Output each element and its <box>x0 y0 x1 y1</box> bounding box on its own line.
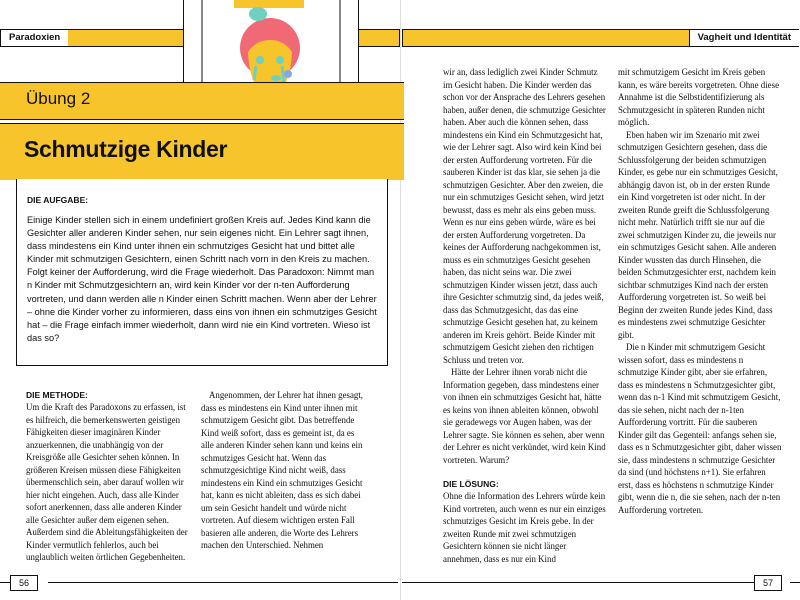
right-running-header <box>402 29 799 47</box>
method-heading: DIE METHODE: <box>26 390 88 400</box>
right-page-number: 57 <box>754 575 782 591</box>
left-footer-line-2 <box>48 582 398 583</box>
right-header-bar <box>403 30 689 46</box>
right-col2-para3: Die n Kinder mit schmutzigem Gesicht wissen sofort, dass es mindestens n schmutzige Kinder gibt, aber sie erfahren, dass es mindestens n Schmutzgesichter gibt, wenn das n-1 Kind mit schmutzigem Gesicht, das sie sehen, nicht nach der n-1ten Aufforderung vortritt. Für die sauberen Kinder gilt das Gegenteil: anfangs sehen sie, dass es n Schmutzgesichter gibt, daher wissen sie, dass mindestens n schmutzige Gesichter da sind (und höchstens n+1). Sie erfahren erst, dass es höchstens n schmutzige Kinder gibt, wenn die n, die sie sehen, nach der n-ten Aufforderung vortreten. <box>618 342 782 515</box>
right-column-2 <box>618 66 782 516</box>
left-header-label: Paradoxien <box>1 30 68 46</box>
method-text: Um die Kraft des Paradoxons zu erfassen, ist es hilfreich, die bemerkenswerten geistigen Fähigkeiten dieser imaginären Kinder anzuerkennen, die unabhängig von der Kreisgröße alle Gesichter sehen können. In größeren Kreisen müssen diese Fähigkeiten übermenschlich sein, aber darauf wollen wir hier nicht eingehen. Auch, dass alle Kinder sofort anerkennen, dass alle anderen Kinder alle Gesichter außer dem eigenen sehen. Außerdem sind die Ableitungsfähigkeiten der Kinder vermutlich fehlerlos, auch bei unglaublich weiten örtlichen Gegebenheiten. <box>26 402 188 562</box>
exercise-label-box <box>0 82 404 120</box>
left-page-number: 56 <box>10 575 38 591</box>
right-col1-para2: Hätte der Lehrer ihnen vorab nicht die Information gegeben, dass mindestens einer von ihnen ein schmutziges Gesicht hat, hätte es keins von ihnen ableiten können, obwohl sie geradewegs vor Augen haben, was der Lehrer sagte. Sie können es sehen, aber wenn der Lehrer es nicht verkündet, wird kein Kind vortreten. Warum? <box>443 367 606 465</box>
method-column <box>26 389 194 564</box>
right-footer-line-2 <box>790 582 800 583</box>
right-footer-line <box>402 582 754 583</box>
task-heading: DIE AUFGABE: <box>27 195 89 205</box>
left-footer-line <box>0 582 10 583</box>
left-column-2 <box>201 389 369 552</box>
right-col2-para2: Eben haben wir im Szenario mit zwei schmutzigen Gesichtern gesehen, dass die Schlussfolgerung der beiden schmutzigen Kinder, es gebe nur ein schmutziges Gesicht, abhängig davon ist, ob in der ersten Runde ein Kind vorgetreten ist oder nicht. In der zweiten Runde greift die Schlussfolgerung nicht mehr. Natürlich trifft sie nur auf die zwei schmutzigen Kinder zu, die jeweils nur ein schmutziges Gesicht sahen. Alle anderen Kinder wussten das durch Hinsehen, die beiden Schmutzgesichter erst, nachdem kein sichtbar schmutziges Kind nach der ersten Aufforderung vorgetreten ist. So weiß bei Beginn der zweiten Runde jedes Kind, dass es mindestens zwei schmutzige Gesichter gibt. <box>618 129 778 340</box>
right-column-1 <box>443 66 607 565</box>
task-text: Einige Kinder stellen sich in einem undefiniert großen Kreis auf. Jedes Kind kann die Gesichter aller anderen Kinder sehen, nur sein eigenes nicht. Ein Lehrer sagt ihnen, dass mindestens ein Kind unter ihnen ein schmutziges Gesicht hat und bittet alle Kinder mit schmutzigen Gesichtern, einen Schritt nach vorn in den Kreis zu machen. Folgt keiner der Aufforderung, wird die Frage wiederholt. Das Paradoxon: Nimmt man n Kinder mit Schmutzgesichtern an, wird kein Kinder vor der n-ten Aufforderung vortreten, und dann werden alle n Kinder einen Schritt machen. Wenn aber der Lehrer – ohne die Kinder vorher zu informieren, dass eins von ihnen ein schmutziges Gesicht hat – die Frage einfach immer wiederholt, dann wird nie ein Kind vortreten. Wieso ist das so? <box>27 215 377 343</box>
title-box <box>0 123 404 180</box>
right-header-label: Vagheit und Identität <box>689 30 799 46</box>
left-col2-text: Angenommen, der Lehrer hat ihnen gesagt, dass es mindestens ein Kind unter ihnen mit schmutzigem Gesicht gibt. Das betreffende Kind weiß sofort, dass es gemeint ist, da es alle anderen Kinder sehen kann und keins ein schmutziges Gesicht hat. Wenn das schmutzgesichtige Kind nicht weiß, dass mindestens ein Kind ein schmutziges Gesicht hat, kann es nicht ableiten, dass es sich dabei um sein Gesicht handelt und würde nicht vortreten. Auf diesem wichtigen ersten Fall basieren alle anderen, die Worte des Lehrers machen den Unterschied. Nehmen <box>201 390 364 550</box>
page-title: Schmutzige Kinder <box>24 136 228 162</box>
solution-text: Ohne die Information des Lehrers würde kein Kind vortreten, auch wenn es nur ein einziges schmutziges Gesicht im Kreis gebe. In der zweiten Runde mit zwei schmutzigen Gesichtern können sie nicht länger annehmen, dass es nur ein Kind <box>443 491 606 564</box>
task-box <box>16 179 388 366</box>
solution-heading: DIE LÖSUNG: <box>443 479 499 489</box>
right-col1-text: wir an, dass lediglich zwei Kinder Schmutz im Gesicht haben. Die Kinder werden das schon vor der Ansprache des Lehrers gesehen haben, außer denen, die schmutzige Gesichter haben. Aber auch die können sehen, dass mindestens ein Kind ein Schmutzgesicht hat, wie der Lehrer sagt. Also wird kein Kind bei der ersten Aufforderung vortreten. Für die sauberen Kinder ist das klar, sie sehen ja die schmutzigen Gesichter. Aber den zweien, die nur ein schmutziges Gesicht sehen, wird jetzt bewusst, dass es mehr als eins geben muss. Wenn es nur eins geben würde, wäre es bei der ersten Aufforderung vorgetreten. Da keines der Aufforderung nachgekommen ist, muss es ein schmutziges Gesicht gesehen haben, das nicht seins war. Die zwei schmutzigen Kinder wissen jetzt, dass auch ihre Gesichter schmutzig sind, da jedes weiß, dass das Schmutzgesicht, das das eine schmutzige Gesicht gesehen hat, zu keinem anderen im Kreis gehört. Beide Kinder mit schmutzigem Gesicht ziehen den richtigen Schluss und treten vor. <box>443 67 606 365</box>
exercise-label: Übung 2 <box>26 89 91 108</box>
right-col2-para1: mit schmutzigem Gesicht im Kreis geben kann, es wäre bereits vorgetreten. Ohne diese Annahme ist die Selbstidentifizierung als Schmutzgesicht in späteren Runden nicht möglich. <box>618 67 780 127</box>
